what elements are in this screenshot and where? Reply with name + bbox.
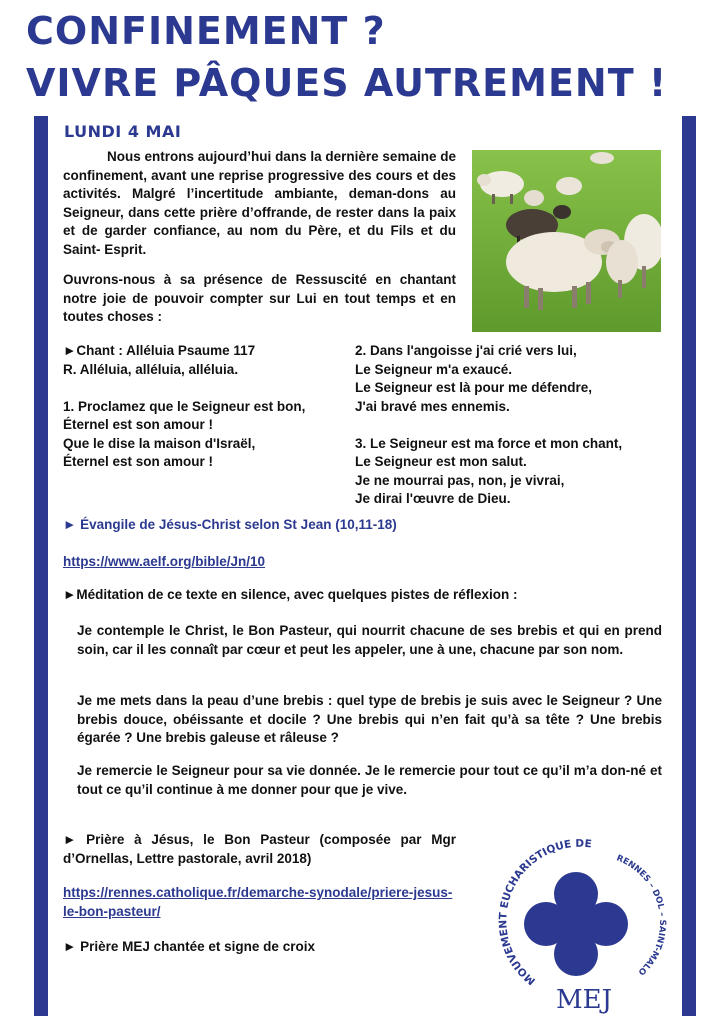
chant-refrain: R. Alléluia, alléluia, alléluia. (63, 361, 239, 377)
meditation-paragraph-1: Je contemple le Christ, le Bon Pasteur, qui nourrit chacune de ses brebis et qui en prend soin, car il les connaît par cœur et peut les appeler, une à une, chacune par son nom. (77, 623, 662, 657)
sheep-photo (472, 150, 661, 332)
meditation-paragraph-3: Je remercie le Seigneur pour sa vie donnée. Je le remercie pour tout ce qu’il m’a don-né et tout ce qu’il continue à me donner pour que je vive. (77, 763, 662, 797)
logo-acronym: MEJ (556, 985, 613, 1015)
logo-ring-text-left: MOUVEMENT EUCHARISTIQUE DE (497, 837, 593, 987)
verse3-line: Je dirai l'œuvre de Dieu. (355, 491, 511, 506)
date-heading: LUNDI 4 MAI (64, 122, 182, 141)
verse1-line: Éternel est son amour ! (63, 417, 214, 432)
verse2-line: 2. Dans l'angoisse j'ai crié vers lui, (355, 343, 577, 358)
mej-logo (476, 820, 676, 1020)
meditation-paragraph-2: Je me mets dans la peau d’une brebis : quel type de brebis je suis avec le Seigneur ? Une brebis douce, obéissante et docile ? Une brebis qui n’en fait qu’à sa tête ? Une brebis égarée ? Une brebis galeuse et râleuse ? (77, 693, 662, 745)
mej-cross-icon (524, 872, 628, 976)
left-border-bar (34, 116, 48, 1016)
verse2-line: Le Seigneur m'a exaucé. (355, 361, 513, 377)
verse3-line: 3. Le Seigneur est ma force et mon chant, (355, 435, 623, 451)
verse1-line: Éternel est son amour ! (63, 454, 214, 469)
page-title-line1: CONFINEMENT ? (26, 9, 386, 53)
verse3-line: Le Seigneur est mon salut. (355, 454, 527, 469)
chant-right-column (355, 342, 675, 509)
meditation-heading: ►Méditation de ce texte en silence, avec quelques pistes de réflexion : (63, 587, 518, 602)
prayer-heading: ► Prière à Jésus, le Bon Pasteur (composée par Mgr d’Ornellas, Lettre pastorale, avril 2018) (63, 832, 456, 866)
verse1-line: 1. Proclamez que le Seigneur est bon, (63, 398, 306, 414)
chant-left-column (63, 342, 348, 472)
logo-ring-text-right: RENNES – DOL – SAINT-MALO (614, 853, 668, 977)
prayer-link[interactable]: https://rennes.catholique.fr/demarche-synodale/priere-jesus-le-bon-pasteur/ (63, 885, 453, 919)
chant-heading: ►Chant : Alléluia Psaume 117 (63, 343, 256, 358)
verse2-line: Le Seigneur est là pour me défendre, (355, 380, 593, 395)
page-title-line2: VIVRE PÂQUES AUTREMENT ! (26, 61, 668, 105)
gospel-heading: ► Évangile de Jésus-Christ selon St Jean (10,11-18) (63, 517, 397, 532)
right-border-bar (682, 116, 696, 1016)
intro-paragraph-2: Ouvrons-nous à sa présence de Ressuscité en chantant notre joie de pouvoir compter sur Lui en tout temps et en toutes choses : (63, 272, 456, 324)
verse3-line: Je ne mourrai pas, non, je vivrai, (355, 472, 565, 488)
verse2-line: J'ai bravé mes ennemis. (355, 398, 510, 414)
gospel-link[interactable]: https://www.aelf.org/bible/Jn/10 (63, 554, 266, 569)
closing-prayer: ► Prière MEJ chantée et signe de croix (63, 939, 315, 954)
intro-paragraph: Nous entrons aujourd’hui dans la dernière semaine de confinement, avant une reprise progressive des cours et des activités. Malgré l’incertitude ambiante, deman-dons au Seigneur, dans cette prière d’offrande, de rester dans la paix et de garder confiance, au nom du Père, et du Fils et du Saint- Esprit. (63, 149, 456, 257)
verse1-line: Que le dise la maison d'Israël, (63, 435, 256, 451)
